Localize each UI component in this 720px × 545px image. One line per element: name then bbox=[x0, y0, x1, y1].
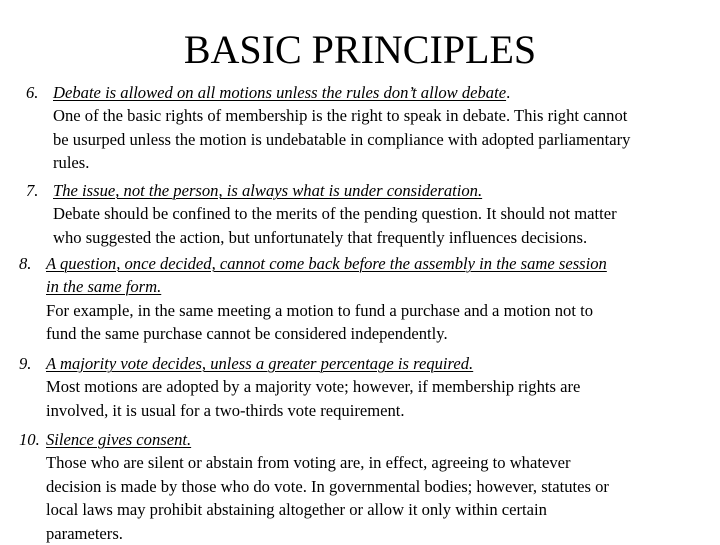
item-number: 8. bbox=[19, 254, 32, 273]
description-line: local laws may prohibit abstaining altogether or allow it only within certain bbox=[46, 500, 547, 520]
description-line: fund the same purchase cannot be considered independently. bbox=[46, 324, 448, 344]
principle-heading: A majority vote decides, unless a greater percentage is required. bbox=[46, 354, 474, 373]
description-line: parameters. bbox=[46, 523, 123, 543]
principle-heading-continued: in the same form. bbox=[46, 277, 162, 297]
description-line: rules. bbox=[53, 153, 90, 173]
item-number: 7. bbox=[26, 181, 39, 200]
principle-item-6 bbox=[0, 81, 720, 177]
item-body bbox=[46, 252, 686, 346]
principle-heading: A question, once decided, cannot come back before the assembly in the same session bbox=[46, 254, 607, 273]
description-line: One of the basic rights of membership is the right to speak in debate. This right cannot bbox=[53, 106, 628, 126]
principle-heading: Debate is allowed on all motions unless the rules don’t allow debate bbox=[53, 83, 507, 102]
item-body bbox=[46, 428, 686, 545]
description-line: Debate should be confined to the merits of the pending question. It should not matter bbox=[53, 204, 617, 224]
item-number: 6. bbox=[26, 83, 39, 102]
item-number: 10. bbox=[19, 430, 40, 449]
heading-period: . bbox=[506, 83, 511, 102]
description-line: be usurped unless the motion is undebatable in compliance with adopted parliamentary bbox=[53, 129, 631, 149]
item-body bbox=[53, 81, 693, 175]
principle-item-9 bbox=[0, 352, 720, 424]
item-body bbox=[53, 179, 693, 249]
description-line: Those who are silent or abstain from voting are, in effect, agreeing to whatever bbox=[46, 453, 571, 473]
principle-heading: The issue, not the person, is always what is under consideration. bbox=[53, 181, 483, 200]
item-number: 9. bbox=[19, 354, 32, 373]
slide-title: BASIC PRINCIPLES bbox=[183, 27, 537, 72]
item-body bbox=[46, 352, 686, 422]
principle-item-7 bbox=[0, 179, 720, 251]
principle-heading: Silence gives consent. bbox=[46, 430, 192, 449]
principle-item-10 bbox=[0, 428, 720, 543]
description-line: For example, in the same meeting a motion to fund a purchase and a motion not to bbox=[46, 300, 594, 320]
description-line: involved, it is usual for a two-thirds vote requirement. bbox=[46, 400, 405, 420]
description-line: who suggested the action, but unfortunately that frequently influences decisions. bbox=[53, 227, 588, 247]
principle-item-8 bbox=[0, 252, 720, 348]
description-line: Most motions are adopted by a majority vote; however, if membership rights are bbox=[46, 377, 581, 397]
description-line: decision is made by those who do vote. In governmental bodies; however, statutes or bbox=[46, 476, 609, 496]
